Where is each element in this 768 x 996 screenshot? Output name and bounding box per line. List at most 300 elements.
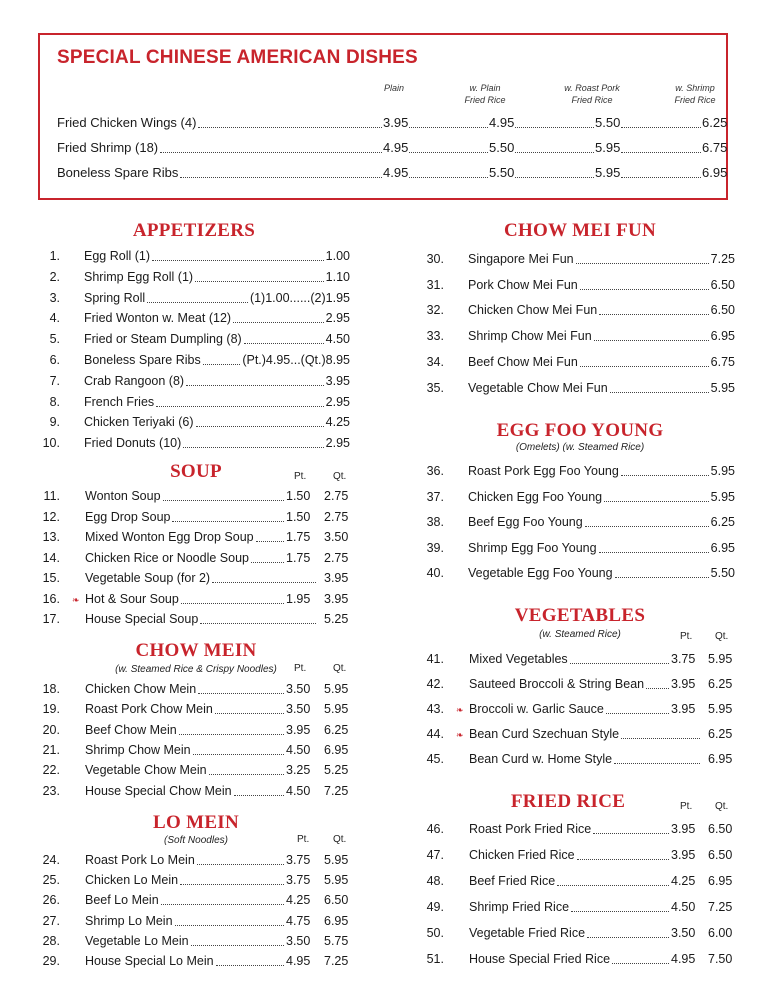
item-price-pt: 4.75 — [286, 913, 311, 928]
dot-leader — [587, 937, 669, 938]
chow-mein-qt-header: Qt. — [333, 663, 347, 674]
item-price: 1.10 — [325, 269, 350, 284]
menu-item — [414, 464, 735, 482]
item-name: Pork Chow Mei Fun — [468, 277, 578, 292]
spicy-icon: ❧ — [456, 730, 464, 740]
item-name: Vegetable Soup (for 2) — [85, 571, 211, 585]
item-name: Vegetable Chow Mein — [85, 763, 207, 778]
header-shrimp-fried-rice — [665, 82, 725, 106]
item-name: Roast Pork Egg Foo Young — [468, 464, 619, 478]
item-number: 13. — [42, 530, 60, 544]
menu-item — [30, 270, 350, 288]
item-price: 6.95 — [710, 329, 735, 344]
item-price: 6.50 — [710, 277, 735, 292]
special-item-name: Boneless Spare Ribs — [57, 165, 179, 180]
dot-leader — [147, 302, 248, 303]
item-number: 35. — [426, 380, 444, 395]
item-price-qt: 6.50 — [324, 893, 349, 908]
special-price: 5.95 — [595, 165, 621, 180]
item-price-qt: 7.25 — [708, 900, 733, 914]
item-name: Shrimp Egg Foo Young — [468, 540, 597, 555]
menu-item — [414, 848, 735, 866]
special-price: 5.95 — [595, 140, 621, 155]
item-price: 2.95 — [325, 394, 350, 409]
item-number: 17. — [42, 612, 60, 626]
item-price: 4.50 — [325, 332, 350, 347]
egg-foo-young-subtitle: (Omelets) (w. Steamed Rice) — [515, 442, 645, 453]
item-name: Bean Curd w. Home Style — [469, 752, 613, 766]
special-dishes-box — [38, 33, 728, 200]
dot-leader — [198, 127, 382, 128]
dot-leader — [163, 500, 284, 501]
item-number: 44. — [426, 727, 444, 741]
dot-leader — [156, 406, 324, 407]
item-price-qt: 5.25 — [324, 763, 349, 778]
dot-leader — [621, 152, 701, 153]
item-number: 23. — [42, 783, 60, 798]
special-price: 6.25 — [702, 115, 728, 130]
dot-leader — [612, 963, 669, 964]
menu-item — [30, 743, 350, 761]
item-number: 15. — [42, 571, 60, 585]
item-name: Sauteed Broccoli & String Bean — [469, 677, 645, 691]
item-price-pt: 3.25 — [286, 763, 311, 778]
item-price-pt: 3.95 — [671, 822, 696, 836]
vegetables-qt-header: Qt. — [715, 631, 729, 642]
dot-leader — [621, 127, 701, 128]
menu-item — [30, 592, 350, 610]
item-price-qt: 3.95 — [324, 591, 349, 606]
menu-item — [30, 954, 350, 972]
item-price-pt: 1.75 — [286, 550, 311, 565]
dot-leader — [585, 526, 709, 527]
menu-item — [30, 311, 350, 329]
item-price-qt: 6.25 — [324, 722, 349, 737]
dot-leader — [195, 281, 324, 282]
item-price: 4.25 — [325, 415, 350, 430]
item-price-qt: 5.95 — [324, 873, 349, 888]
header-plain-fried-rice — [455, 82, 515, 106]
dot-leader — [200, 623, 316, 624]
item-name: Mixed Wonton Egg Drop Soup — [85, 530, 254, 544]
dot-leader — [212, 582, 316, 583]
dot-leader — [216, 965, 284, 966]
item-number: 29. — [42, 954, 60, 968]
item-number: 12. — [42, 509, 60, 524]
lo-mein-qt-header: Qt. — [333, 834, 347, 845]
item-price-pt: 3.95 — [286, 722, 311, 737]
dot-leader — [172, 521, 284, 522]
menu-item — [30, 374, 350, 392]
dot-leader — [180, 884, 284, 885]
item-name: Chicken Egg Foo Young — [468, 489, 603, 504]
item-number: 26. — [42, 893, 60, 908]
item-number: 46. — [426, 822, 444, 836]
menu-item — [30, 914, 350, 932]
dot-leader — [244, 343, 324, 344]
dot-leader — [580, 366, 709, 367]
menu-item — [414, 874, 735, 892]
dot-leader — [196, 426, 324, 427]
item-number: 31. — [426, 277, 444, 292]
item-number: 14. — [42, 550, 60, 565]
menu-item — [414, 926, 735, 944]
menu-item — [414, 515, 735, 533]
item-price-pt: 3.50 — [671, 926, 696, 940]
menu-item — [414, 329, 735, 347]
menu-item — [30, 249, 350, 267]
item-price-pt: 4.95 — [286, 954, 311, 968]
item-name: Beef Fried Rice — [469, 874, 556, 888]
dot-leader — [557, 885, 669, 886]
dot-leader — [179, 734, 284, 735]
lo-mein-title: LO MEIN — [152, 812, 240, 833]
item-number: 37. — [426, 489, 444, 504]
dot-leader — [409, 152, 488, 153]
item-price-qt: 5.95 — [708, 652, 733, 666]
item-number: 28. — [42, 933, 60, 948]
item-name: Shrimp Egg Roll (1) — [84, 269, 194, 284]
dot-leader — [594, 340, 709, 341]
item-name: House Special Fried Rice — [469, 952, 611, 966]
column-header-line: w. Shrimp — [675, 83, 715, 93]
menu-item — [30, 763, 350, 781]
item-name: French Fries — [84, 394, 155, 409]
item-price-pt: 1.50 — [286, 509, 311, 524]
item-number: 21. — [42, 742, 60, 757]
item-name: Bean Curd Szechuan Style — [469, 727, 620, 741]
item-name: Chicken Chow Mei Fun — [468, 303, 598, 318]
item-name: Egg Roll (1) — [84, 249, 150, 263]
item-number: 40. — [426, 566, 444, 581]
item-price-qt: 5.95 — [324, 853, 349, 867]
item-name: House Special Lo Mein — [85, 954, 214, 968]
item-price-qt: 6.25 — [708, 727, 733, 741]
item-number: 47. — [426, 848, 444, 862]
item-price-qt: 6.95 — [708, 874, 733, 888]
column-header-line: Fried Rice — [674, 95, 716, 105]
dot-leader — [251, 562, 284, 563]
dot-leader — [599, 314, 708, 315]
item-name: Chicken Lo Mein — [85, 873, 179, 888]
menu-item — [414, 381, 735, 399]
dot-leader — [577, 859, 669, 860]
menu-item — [30, 489, 350, 507]
menu-item — [30, 612, 350, 630]
item-price-pt: 3.75 — [671, 652, 696, 666]
item-name: Egg Drop Soup — [85, 509, 171, 524]
vegetables-subtitle: (w. Steamed Rice) — [539, 629, 621, 640]
item-price-qt: 5.75 — [324, 933, 349, 948]
item-price-pt: 3.95 — [671, 677, 696, 691]
special-price: 5.50 — [489, 140, 515, 155]
item-number: 30. — [426, 252, 444, 266]
dot-leader — [409, 127, 488, 128]
menu-item — [414, 652, 735, 670]
item-price-pt: 1.50 — [286, 489, 311, 503]
item-name: Shrimp Fried Rice — [469, 900, 570, 914]
item-price: 5.95 — [710, 464, 735, 478]
item-price: 6.75 — [710, 354, 735, 369]
item-name: Singapore Mei Fun — [468, 252, 574, 266]
soup-title: SOUP — [170, 461, 222, 482]
header-roast-pork-fried-rice — [557, 82, 627, 106]
menu-item — [30, 510, 350, 528]
item-price: 5.50 — [710, 566, 735, 581]
item-number: 1. — [49, 249, 60, 263]
item-price-pt: 1.75 — [286, 530, 311, 544]
item-number: 5. — [49, 332, 60, 347]
menu-item — [30, 353, 350, 371]
item-price-pt: 3.50 — [286, 702, 311, 717]
chow-mein-subtitle: (w. Steamed Rice & Crispy Noodles) — [115, 664, 277, 675]
menu-item — [414, 952, 735, 970]
soup-pt-header: Pt. — [294, 471, 307, 482]
item-number: 51. — [426, 952, 444, 966]
item-price-qt: 6.95 — [708, 752, 733, 766]
dot-leader — [186, 385, 324, 386]
item-number: 38. — [426, 515, 444, 530]
item-number: 43. — [426, 702, 444, 716]
dot-leader — [515, 152, 594, 153]
item-price-pt: 3.95 — [671, 848, 696, 862]
item-name: Vegetable Lo Mein — [85, 933, 189, 948]
item-number: 24. — [42, 853, 60, 867]
menu-item — [414, 727, 735, 745]
item-number: 11. — [43, 489, 60, 503]
column-header-line: Fried Rice — [571, 95, 613, 105]
special-price: 6.75 — [702, 140, 728, 155]
dot-leader — [580, 289, 709, 290]
fried-rice-title: FRIED RICE — [510, 791, 626, 812]
item-name: Shrimp Chow Mein — [85, 742, 191, 757]
item-name: Chicken Teriyaki (6) — [84, 415, 194, 430]
item-price-qt: 6.00 — [708, 926, 733, 940]
item-price-pt: 3.50 — [286, 933, 311, 948]
dot-leader — [191, 945, 284, 946]
dot-leader — [615, 577, 709, 578]
item-name: Beef Chow Mein — [85, 722, 177, 737]
dot-leader — [646, 688, 669, 689]
item-price: 2.95 — [325, 436, 350, 451]
dot-leader — [198, 693, 284, 694]
item-price-qt: 6.50 — [708, 848, 733, 862]
menu-item — [30, 415, 350, 433]
lo-mein-subtitle: (Soft Noodles) — [164, 835, 228, 846]
item-number: 19. — [42, 702, 60, 717]
dot-leader — [571, 911, 669, 912]
dot-leader — [606, 713, 669, 714]
item-price-pt: 3.75 — [286, 853, 311, 867]
item-price: 3.95 — [325, 373, 350, 388]
column-header-line: w. Roast Pork — [564, 83, 620, 93]
item-price: 6.95 — [710, 540, 735, 555]
item-name: Mixed Vegetables — [469, 652, 568, 666]
menu-item — [30, 291, 350, 309]
column-header-line: Plain — [383, 83, 404, 93]
item-number: 50. — [426, 926, 444, 940]
menu-item — [414, 278, 735, 296]
special-price: 5.50 — [489, 165, 515, 180]
item-price-pt: 1.95 — [286, 591, 311, 606]
item-price: (Pt.)4.95...(Qt.)8.95 — [242, 353, 350, 367]
item-number: 32. — [426, 303, 444, 318]
dot-leader — [570, 663, 669, 664]
item-name: Vegetable Egg Foo Young — [468, 566, 613, 581]
item-price-pt: 4.25 — [671, 874, 696, 888]
item-price-qt: 6.25 — [708, 677, 733, 691]
menu-item — [414, 566, 735, 584]
dot-leader — [234, 795, 284, 796]
dot-leader — [599, 552, 709, 553]
item-price-pt: 4.95 — [671, 952, 696, 966]
item-price-qt: 6.50 — [708, 822, 733, 836]
dot-leader — [621, 475, 709, 476]
dot-leader — [593, 833, 669, 834]
menu-item — [30, 784, 350, 802]
item-price: 1.00 — [325, 249, 350, 263]
item-price-pt: 3.95 — [671, 702, 696, 716]
menu-item — [30, 332, 350, 350]
special-price: 4.95 — [383, 165, 409, 180]
menu-item — [414, 752, 735, 770]
item-price: 2.95 — [325, 311, 350, 326]
item-number: 16. — [42, 591, 60, 606]
menu-item — [414, 252, 735, 270]
egg-foo-young-title: EGG FOO YOUNG — [496, 420, 664, 441]
menu-item — [30, 702, 350, 720]
item-price: 5.95 — [710, 380, 735, 395]
dot-leader — [515, 127, 594, 128]
soup-qt-header: Qt. — [333, 471, 347, 482]
menu-item — [414, 702, 735, 720]
item-number: 33. — [426, 329, 444, 344]
spicy-icon: ❧ — [72, 594, 80, 605]
item-name: Vegetable Fried Rice — [469, 926, 586, 940]
menu-item — [30, 934, 350, 952]
item-price-qt: 3.95 — [324, 571, 349, 585]
dot-leader — [197, 864, 284, 865]
item-name: Chicken Fried Rice — [469, 848, 575, 862]
special-row — [57, 115, 728, 133]
item-number: 3. — [49, 290, 60, 305]
dot-leader — [161, 904, 284, 905]
item-price-qt: 7.50 — [708, 952, 733, 966]
dot-leader — [621, 177, 701, 178]
dot-leader — [181, 603, 284, 604]
column-header-line: w. Plain — [469, 83, 501, 93]
menu-item — [30, 530, 350, 548]
menu-item — [30, 571, 350, 589]
item-price-qt: 7.25 — [324, 954, 349, 968]
item-name: Fried Wonton w. Meat (12) — [84, 311, 232, 326]
menu-item — [414, 355, 735, 373]
dot-leader — [515, 177, 594, 178]
dot-leader — [621, 738, 700, 739]
item-price-qt: 2.75 — [324, 509, 349, 524]
item-name: Roast Pork Chow Mein — [85, 702, 213, 717]
item-number: 41. — [426, 652, 444, 666]
item-number: 20. — [42, 722, 60, 737]
dot-leader — [409, 177, 488, 178]
item-price-pt: 4.50 — [671, 900, 696, 914]
column-header-line: Fried Rice — [464, 95, 506, 105]
item-name: Beef Lo Mein — [85, 893, 159, 908]
chow-mein-title: CHOW MEIN — [135, 640, 257, 661]
dot-leader — [576, 263, 709, 264]
appetizers-title: APPETIZERS — [132, 220, 256, 241]
item-name: Beef Egg Foo Young — [468, 515, 583, 530]
item-price-pt: 4.50 — [286, 783, 311, 798]
menu-item — [30, 682, 350, 700]
item-price-qt: 6.95 — [324, 742, 349, 757]
item-price-pt: 3.50 — [286, 682, 311, 696]
chow-mei-fun-title: CHOW MEI FUN — [503, 220, 657, 241]
item-name: House Special Chow Mein — [85, 783, 232, 798]
menu-item — [30, 893, 350, 911]
item-name: Chicken Rice or Noodle Soup — [85, 550, 249, 565]
special-price: 3.95 — [383, 115, 409, 130]
item-price-qt: 5.25 — [324, 612, 349, 626]
item-number: 18. — [42, 682, 60, 696]
item-number: 7. — [49, 373, 60, 388]
item-name: Fried or Steam Dumpling (8) — [84, 332, 242, 347]
item-number: 22. — [42, 763, 60, 778]
item-name: Boneless Spare Ribs — [84, 353, 201, 367]
item-name: Crab Rangoon (8) — [84, 373, 185, 388]
dot-leader — [152, 260, 324, 261]
menu-item — [30, 853, 350, 871]
menu-item — [30, 873, 350, 891]
dot-leader — [256, 541, 284, 542]
item-name: Roast Pork Fried Rice — [469, 822, 592, 836]
item-price: 6.50 — [710, 303, 735, 318]
menu-item — [30, 395, 350, 413]
lo-mein-pt-header: Pt. — [297, 834, 310, 845]
special-row — [57, 140, 728, 158]
chow-mein-pt-header: Pt. — [294, 663, 307, 674]
vegetables-title: VEGETABLES — [514, 605, 646, 626]
item-price: 7.25 — [710, 252, 735, 266]
fried-rice-qt-header: Qt. — [715, 801, 729, 812]
item-price-qt: 5.95 — [324, 682, 349, 696]
item-name: Wonton Soup — [85, 489, 161, 503]
special-row — [57, 165, 728, 183]
item-number: 25. — [42, 873, 60, 888]
dot-leader — [180, 177, 382, 178]
item-price-qt: 2.75 — [324, 550, 349, 565]
item-price: 5.95 — [710, 489, 735, 504]
item-name: Roast Pork Lo Mein — [85, 853, 195, 867]
vegetables-pt-header: Pt. — [680, 631, 693, 642]
item-price-pt: 4.25 — [286, 893, 311, 908]
item-price-pt: 3.75 — [286, 873, 311, 888]
menu-item — [30, 551, 350, 569]
item-name: Vegetable Chow Mei Fun — [468, 380, 608, 395]
special-price: 6.95 — [702, 165, 728, 180]
special-price: 5.50 — [595, 115, 621, 130]
menu-item — [414, 303, 735, 321]
dot-leader — [233, 322, 324, 323]
item-number: 27. — [42, 913, 60, 928]
item-number: 8. — [49, 394, 60, 409]
item-number: 36. — [426, 464, 444, 478]
item-name: Broccoli w. Garlic Sauce — [469, 702, 604, 716]
item-name: Beef Chow Mei Fun — [468, 354, 578, 369]
item-price-qt: 7.25 — [324, 783, 349, 798]
item-price-qt: 6.95 — [324, 913, 349, 928]
fried-rice-pt-header: Pt. — [680, 801, 693, 812]
